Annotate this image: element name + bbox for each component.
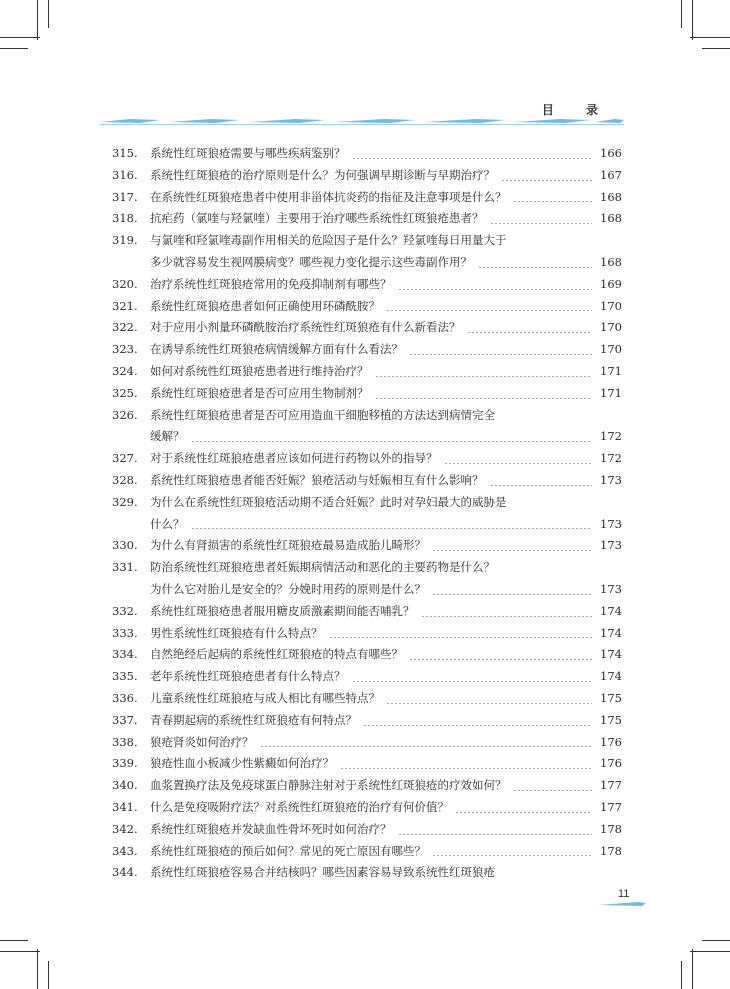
toc-entry[interactable] (112, 775, 622, 797)
toc-entry[interactable] (112, 405, 622, 449)
toc-entry-number: 315. (112, 146, 138, 160)
toc-entry-number: 343. (112, 843, 138, 858)
toc-entry-title: 血浆置换疗法及免疫球蛋白静脉注射对于系统性红斑狼疮的疗效如何？ (150, 778, 507, 793)
dot-leader (409, 354, 592, 355)
toc-entry[interactable] (112, 666, 622, 688)
toc-entry-number: 333. (112, 625, 138, 640)
toc-entry-page: 168 (600, 211, 622, 226)
toc-entry-number: 342. (112, 821, 138, 836)
toc-entry-title: 男性系统性红斑狼疮有什么特点？ (150, 625, 323, 640)
table-of-contents (112, 143, 622, 884)
page-number: 11 (618, 888, 630, 900)
toc-entry[interactable] (112, 274, 622, 296)
toc-entry-title: 系统性红斑狼疮患者能否妊娠？狼疮活动与妊娠相互有什么影响？ (150, 472, 484, 487)
toc-entry[interactable] (112, 383, 622, 405)
toc-entry[interactable] (112, 165, 622, 187)
toc-entry-page: 172 (600, 451, 622, 466)
dot-leader (398, 289, 593, 290)
toc-entry-title: 对于应用小剂量环磷酰胺治疗系统性红斑狼疮有什么新看法？ (150, 320, 461, 335)
toc-entry-number: 340. (112, 778, 138, 793)
toc-entry-title: 什么？ (150, 516, 185, 531)
toc-entry-page: 178 (600, 843, 622, 858)
toc-entry-page: 174 (600, 603, 622, 618)
dot-leader (432, 594, 592, 595)
toc-entry-page: 176 (600, 756, 622, 771)
toc-entry-title: 为什么有肾损害的系统性红斑狼疮最易造成胎儿畸形？ (150, 538, 426, 553)
toc-entry-title: 狼疮肾炎如何治疗？ (150, 734, 254, 749)
toc-entry-title: 什么是免疫吸附疗法？对系统性红斑狼疮的治疗有何价值？ (150, 799, 449, 814)
dot-leader (260, 746, 593, 747)
toc-entry[interactable] (112, 601, 622, 623)
toc-entry-page: 173 (600, 472, 622, 487)
dot-leader (432, 855, 592, 856)
toc-entry-title: 系统性红斑狼疮并发缺血性骨坏死时如何治疗？ (150, 821, 392, 836)
toc-entry[interactable] (112, 819, 622, 841)
toc-entry[interactable] (112, 797, 622, 819)
toc-entry-page: 171 (600, 363, 622, 378)
toc-entry-title: 系统性红斑狼疮需要与哪些疾病鉴别？ (150, 146, 346, 160)
dot-leader (398, 834, 593, 835)
toc-entry-page: 175 (600, 712, 622, 727)
toc-entry-title: 狼疮性血小板减少性紫癜如何治疗？ (150, 756, 334, 771)
dot-leader (467, 332, 593, 333)
toc-entry[interactable] (112, 535, 622, 557)
header-decoration-stripe (100, 116, 624, 126)
toc-entry-number: 335. (112, 669, 138, 684)
toc-entry[interactable] (112, 208, 622, 230)
toc-entry-number: 330. (112, 538, 138, 553)
toc-entry[interactable] (112, 623, 622, 645)
toc-entry-number: 318. (112, 211, 138, 226)
toc-entry-number: 321. (112, 298, 138, 313)
toc-entry-title: 系统性红斑狼疮患者是否可应用生物制剂？ (150, 385, 369, 400)
toc-entry-title: 为什么它对胎儿是安全的？分娩时用药的原则是什么？ (150, 581, 426, 596)
toc-entry-title: 系统性红斑狼疮患者是否可应用造血干细胞移植的方法达到病情完全 (150, 407, 495, 422)
toc-entry-page: 168 (600, 189, 622, 204)
toc-entry[interactable] (112, 339, 622, 361)
dot-leader (444, 463, 593, 464)
toc-entry-title: 系统性红斑狼疮的治疗原则是什么？为何强调早期诊断与早期治疗？ (150, 167, 495, 182)
toc-entry[interactable] (112, 688, 622, 710)
toc-entry-title: 为什么在系统性红斑狼疮活动期不适合妊娠？此时对孕妇最大的威胁是 (150, 494, 507, 509)
dot-leader (386, 310, 592, 311)
dot-leader (478, 267, 592, 268)
toc-entry-number: 317. (112, 189, 138, 204)
dot-leader (421, 616, 593, 617)
toc-entry-page: 177 (600, 799, 622, 814)
dot-leader (340, 768, 592, 769)
toc-entry-number: 331. (112, 560, 138, 575)
toc-entry-title: 老年系统性红斑狼疮患者有什么特点？ (150, 669, 346, 684)
dot-leader (409, 659, 592, 660)
toc-entry-number: 319. (112, 233, 138, 248)
toc-entry-page: 177 (600, 778, 622, 793)
toc-entry-title: 系统性红斑狼疮容易合并结核吗？哪些因素容易导致系统性红斑狼疮 (150, 865, 495, 880)
dot-leader (375, 376, 593, 377)
page-number-decoration (598, 900, 646, 908)
toc-entry-title: 自然绝经后起病的系统性红斑狼疮的特点有哪些？ (150, 647, 403, 662)
toc-entry-page: 169 (600, 276, 622, 291)
dot-leader (490, 485, 593, 486)
toc-entry-number: 328. (112, 472, 138, 487)
toc-entry-title: 系统性红斑狼疮患者如何正确使用环磷酰胺？ (150, 298, 380, 313)
dot-leader (513, 201, 593, 202)
toc-entry-page: 170 (600, 320, 622, 335)
dot-leader (329, 637, 593, 638)
toc-entry-title: 系统性红斑狼疮的预后如何？常见的死亡原因有哪些？ (150, 843, 426, 858)
toc-entry-number: 338. (112, 734, 138, 749)
toc-entry-title: 青春期起病的系统性红斑狼疮有何特点？ (150, 712, 357, 727)
toc-entry[interactable] (112, 557, 622, 601)
toc-entry-number: 339. (112, 756, 138, 771)
toc-entry[interactable] (112, 448, 622, 470)
toc-entry[interactable] (112, 187, 622, 209)
toc-entry-title: 抗疟药（氯喹与羟氯喹）主要用于治疗哪些系统性红斑狼疮患者？ (150, 211, 484, 226)
toc-entry-page: 173 (600, 516, 622, 531)
toc-entry-title: 缓解？ (150, 429, 185, 444)
toc-entry-page: 166 (600, 146, 622, 160)
dot-leader (513, 790, 593, 791)
dot-leader (375, 398, 593, 399)
toc-entry-number: 322. (112, 320, 138, 335)
toc-entry-page: 167 (600, 167, 622, 182)
toc-entry[interactable] (112, 732, 622, 754)
toc-entry-page: 175 (600, 690, 622, 705)
dot-leader (490, 223, 593, 224)
toc-entry-page: 174 (600, 669, 622, 684)
toc-entry-title: 防治系统性红斑狼疮患者妊娠期病情活动和恶化的主要药物是什么？ (150, 560, 495, 575)
toc-entry-title: 与氯喹和羟氯喹毒副作用相关的危险因子是什么？羟氯喹每日用量大于 (150, 233, 507, 248)
toc-entry[interactable] (112, 143, 622, 165)
section-title: 目 录 (541, 103, 612, 117)
toc-entry-title: 多少就容易发生视网膜病变？哪些视力变化提示这些毒副作用？ (150, 254, 472, 269)
toc-entry-number: 316. (112, 167, 138, 182)
toc-entry-page: 170 (600, 298, 622, 313)
dot-leader (363, 725, 592, 726)
toc-entry-page: 173 (600, 538, 622, 553)
toc-entry[interactable] (112, 470, 622, 492)
toc-entry-number: 329. (112, 494, 138, 509)
dot-leader (501, 180, 592, 181)
toc-entry[interactable] (112, 230, 622, 274)
toc-entry[interactable] (112, 361, 622, 383)
toc-entry-page: 173 (600, 581, 622, 596)
toc-entry[interactable] (112, 862, 622, 884)
toc-entry[interactable] (112, 317, 622, 339)
toc-entry-page: 168 (600, 254, 622, 269)
toc-entry-number: 326. (112, 407, 138, 422)
toc-entry-page: 174 (600, 625, 622, 640)
toc-entry[interactable] (112, 841, 622, 863)
toc-entry[interactable] (112, 753, 622, 775)
toc-entry-number: 324. (112, 363, 138, 378)
toc-entry-page: 176 (600, 734, 622, 749)
toc-entry-number: 337. (112, 712, 138, 727)
dot-leader (191, 528, 593, 529)
toc-entry-title: 在系统性红斑狼疮患者中使用非甾体抗炎药的指征及注意事项是什么？ (150, 189, 507, 204)
toc-entry-page: 174 (600, 647, 622, 662)
dot-leader (352, 158, 593, 159)
toc-entry-number: 341. (112, 799, 138, 814)
toc-entry-title: 对于系统性红斑狼疮患者应该如何进行药物以外的指导？ (150, 451, 438, 466)
toc-entry[interactable] (112, 296, 622, 318)
toc-entry-page: 178 (600, 821, 622, 836)
dot-leader (432, 550, 592, 551)
dot-leader (191, 441, 593, 442)
toc-entry-page: 170 (600, 342, 622, 357)
toc-entry-title: 儿童系统性红斑狼疮与成人相比有哪些特点？ (150, 690, 380, 705)
toc-entry-title: 系统性红斑狼疮患者服用糖皮质激素期间能否哺乳？ (150, 603, 415, 618)
dot-leader (352, 681, 593, 682)
toc-entry[interactable] (112, 644, 622, 666)
dot-leader (386, 703, 592, 704)
toc-entry-title: 在诱导系统性红斑狼疮病情缓解方面有什么看法？ (150, 342, 403, 357)
toc-entry-title: 治疗系统性红斑狼疮常用的免疫抑制剂有哪些？ (150, 276, 392, 291)
toc-entry-number: 332. (112, 603, 138, 618)
toc-entry-number: 336. (112, 690, 138, 705)
toc-entry[interactable] (112, 492, 622, 536)
toc-entry-number: 334. (112, 647, 138, 662)
toc-entry-number: 344. (112, 865, 138, 880)
toc-entry-page: 172 (600, 429, 622, 444)
toc-entry-number: 327. (112, 451, 138, 466)
toc-entry-number: 320. (112, 276, 138, 291)
toc-entry-number: 325. (112, 385, 138, 400)
toc-entry-number: 323. (112, 342, 138, 357)
toc-entry-title: 如何对系统性红斑狼疮患者进行维持治疗？ (150, 363, 369, 378)
dot-leader (455, 812, 592, 813)
toc-entry-page: 171 (600, 385, 622, 400)
toc-entry[interactable] (112, 710, 622, 732)
